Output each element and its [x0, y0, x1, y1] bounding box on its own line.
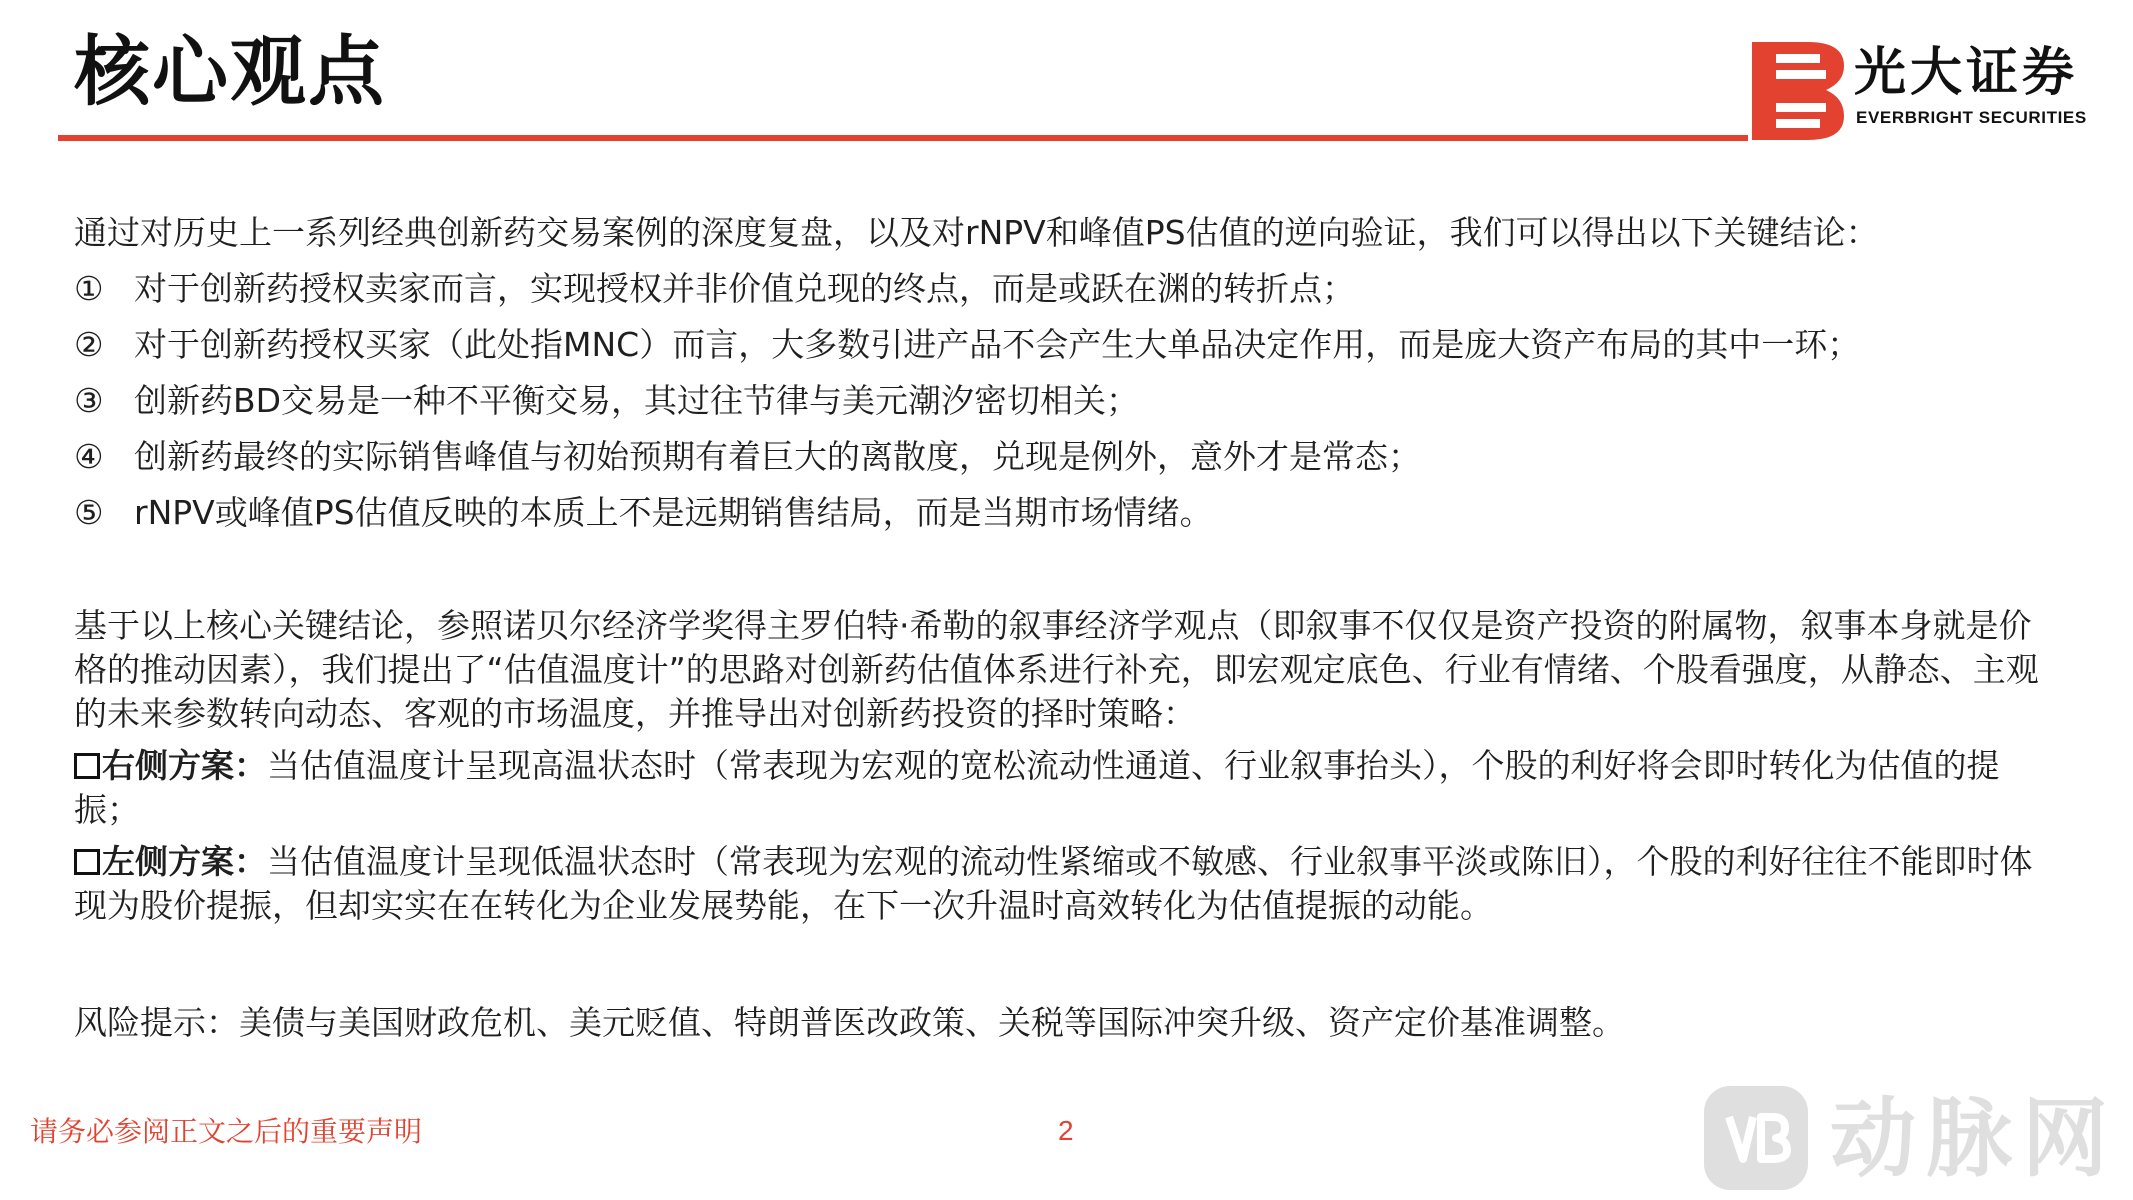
- list-item-number: ④: [74, 437, 104, 476]
- list-item-number: ⑤: [74, 493, 104, 532]
- intro-text: 通过对历史上一系列经典创新药交易案例的深度复盘，以及对rNPV和峰值PS估值的逆向验证，我们可以得出以下关键结论：: [74, 213, 1879, 252]
- page-number: 2: [1058, 1115, 1074, 1146]
- disclaimer-note: 请务必参阅正文之后的重要声明: [30, 1115, 423, 1148]
- everbright-logo-icon: [1752, 42, 1844, 140]
- list-item: [74, 434, 2074, 480]
- brand-logo: [1748, 40, 2088, 140]
- list-item-number: ①: [74, 269, 104, 308]
- watermark: [1704, 1086, 2124, 1196]
- list-item: [74, 322, 2074, 368]
- list-item: [74, 266, 2074, 312]
- list-item-number: ②: [74, 325, 104, 364]
- risk-warning: 风险提示：美债与美国财政危机、美元贬值、特朗普医改政策、关税等国际冲突升级、资产定价基准调整。: [74, 1003, 1625, 1042]
- strategy-paragraph: 基于以上核心关键结论，参照诺贝尔经济学奖得主罗伯特·希勒的叙事经济学观点（即叙事不仅仅是资产投资的附属物，叙事本身就是价格的推动因素），我们提出了“估值温度计”的思路对创新药估值体系进行补充，即宏观定底色、行业有情绪、个股看强度，从静态、主观的未来参数转向动态、客观的市场温度，并推导出对创新药投资的择时策略：: [74, 606, 2039, 733]
- list-item-text: 对于创新药授权卖家而言，实现授权并非价值兑现的终点，而是或跃在渊的转折点；: [134, 269, 1355, 308]
- list-item: [74, 490, 2074, 536]
- plan-label: 右侧方案：: [102, 746, 267, 785]
- strategy-section: [74, 604, 2064, 928]
- list-item-text: 对于创新药授权买家（此处指MNC）而言，大多数引进产品不会产生大单品决定作用，而是庞大资产布局的其中一环；: [134, 325, 1861, 364]
- plan-text: 当估值温度计呈现高温状态时（常表现为宏观的宽松流动性通道、行业叙事抬头），个股的利好将会即时转化为估值的提振；: [74, 746, 2000, 829]
- plan-label: 左侧方案：: [102, 842, 267, 881]
- checkbox-icon: [74, 753, 100, 779]
- list-item-number: ③: [74, 381, 104, 420]
- left-side-plan: [74, 840, 2064, 928]
- conclusion-list: [74, 266, 2074, 536]
- list-item-text: 创新药最终的实际销售峰值与初始预期有着巨大的离散度，兑现是例外，意外才是常态；: [134, 437, 1421, 476]
- checkbox-icon: [74, 849, 100, 875]
- title-underline: [58, 135, 1748, 141]
- list-item-text: rNPV或峰值PS估值反映的本质上不是远期销售结局，而是当期市场情绪。: [134, 493, 1213, 532]
- page-title: 核心观点: [74, 27, 386, 116]
- watermark-logo-icon: [1704, 1086, 1808, 1190]
- list-item-text: 创新药BD交易是一种不平衡交易，其过往节律与美元潮汐密切相关；: [134, 381, 1140, 420]
- summary-section: [74, 210, 2074, 546]
- list-item: [74, 378, 2074, 424]
- logo-name-cn: 光大证券: [1854, 43, 2079, 103]
- right-side-plan: [74, 744, 2064, 832]
- watermark-text: 动脉网: [1830, 1089, 2118, 1189]
- plan-text: 当估值温度计呈现低温状态时（常表现为宏观的流动性紧缩或不敏感、行业叙事平淡或陈旧），个股的利好往往不能即时体现为股价提振，但却实实在在转化为企业发展势能，在下一次升温时高效转化为估值提振的动能。: [74, 842, 2033, 925]
- logo-name-en: EVERBRIGHT SECURITIES: [1856, 108, 2087, 127]
